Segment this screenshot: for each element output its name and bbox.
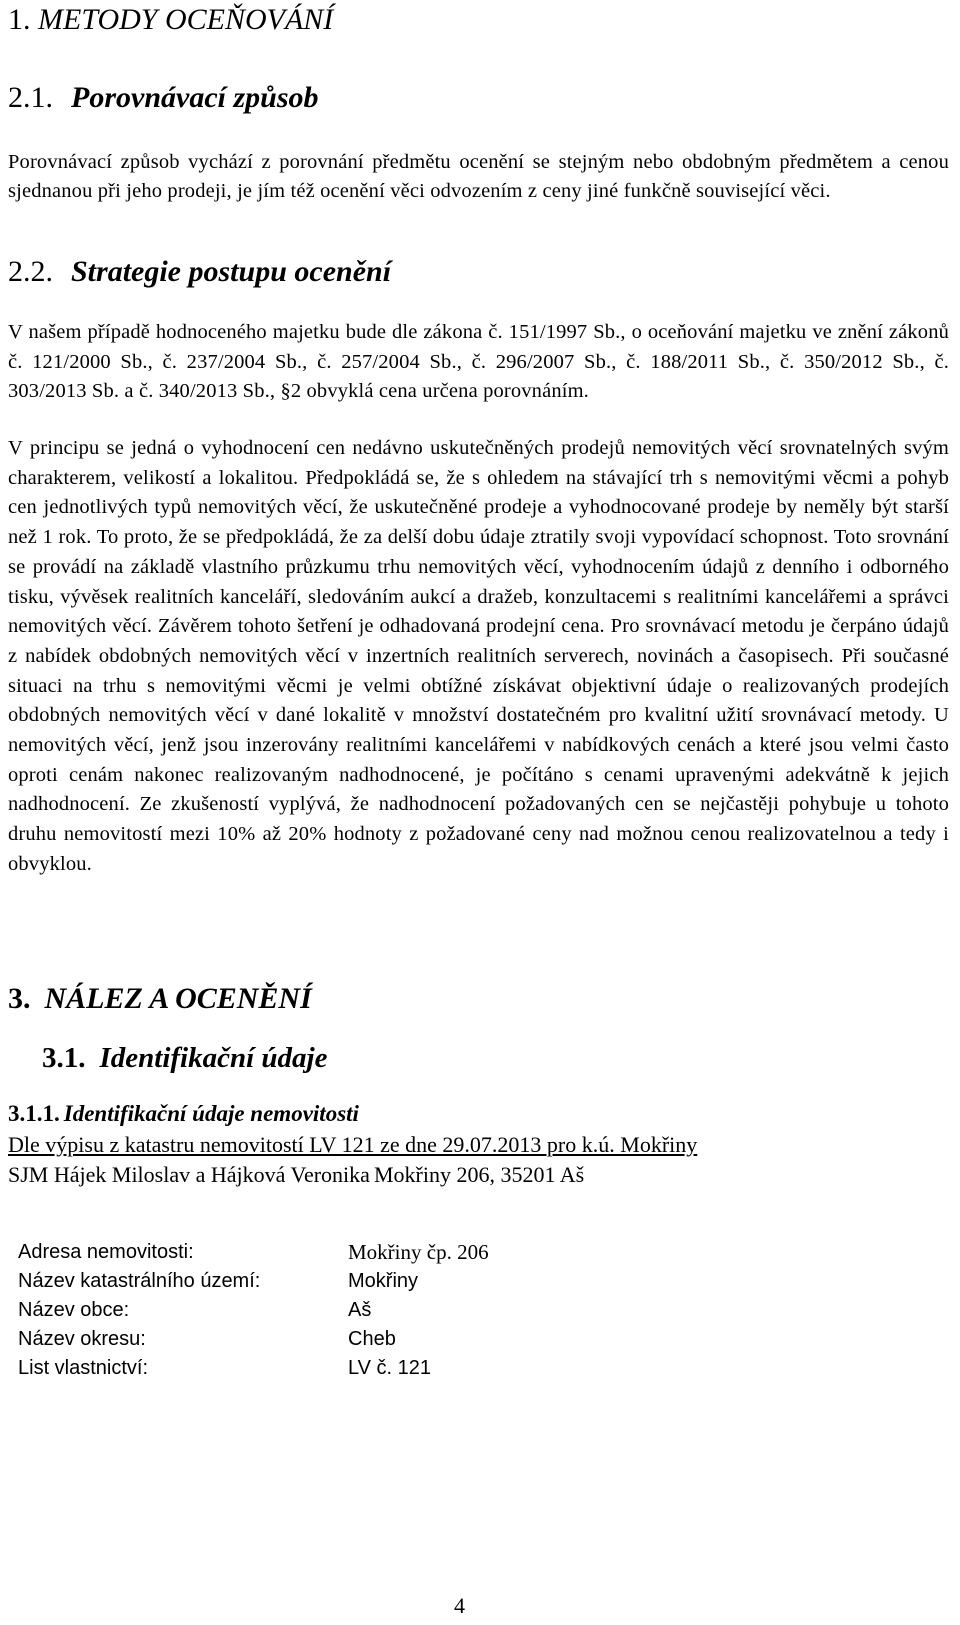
info-row-address [18, 1238, 618, 1267]
strategie-paragraph-principle: V principu se jedná o vyhodnocení cen nedávno uskutečněných prodejů nemovitých věcí srovnatelných svým charakterem, velikostí a lokalitou. Předpokládá se, že s ohledem na stávající trh s nemovitými věcmi a pohyb cen jednotlivých typů nemovitých věcí, že uskutečněné prodeje a vyhodnocované prodeje by neměly být starší než 1 rok. To proto, že se předpokládá, že za delší dobu údaje ztratily svoji vypovídací schopnost. Toto srovnání se provádí na základě vlastního průzkumu trhu nemovitých věcí, vyhodnocením údajů z denního i odborného tisku, vývěsek realitních kanceláří, sledováním aukcí a dražeb, konzultacemi s realitními kancelářemi a správci nemovitých věcí. Závěrem tohoto šetření je odhadovaná prodejní cena. Pro srovnávací metodu je čerpáno údajů z nabídek obdobných nemovitých věcí v inzertních realitních serverech, novinách a časopisech. Při současné situaci na trhu s nemovitými věcmi je velmi obtížné získávat objektivní údaje o realizovaných prodejích obdobných nemovitých věcí v dané lokalitě v množství dostatečném pro kvalitní užití srovnávací metody. U nemovitých věcí, jenž jsou inzerovány realitními kancelářemi v nabídkových cenách a které jsou velmi často oproti cenám nakonec realizovaným nadhodnocené, je počítáno s cenami upravenými adekvátně k jejich nadhodnocení. Ze zkušeností vyplývá, že nadhodnocení požadovaných cen se nejčastěji pohybuje u tohoto druhu nemovitostí mezi 10% až 20% hodnoty z požadované ceny nad možnou cenou realizovatelnou a tedy i obvyklou. [8, 437, 949, 875]
heading-identifikacni-udaje-nemovitosti [8, 1099, 359, 1129]
info-label: List vlastnictví: [18, 1357, 149, 1379]
section-number: 3.1. [42, 1042, 86, 1074]
katastr-extract-line: Dle výpisu z katastru nemovitostí LV 121 ze dne 29.07.2013 pro k.ú. Mokřiny [8, 1132, 698, 1157]
section-title: NÁLEZ A OCENĚNÍ [44, 982, 312, 1015]
info-row-cadastral-area [18, 1267, 618, 1296]
section-title: Identifikační údaje [99, 1042, 328, 1074]
section-title: Strategie postupu ocenění [71, 255, 392, 288]
section-number: 3. [8, 982, 31, 1015]
porovnavaci-zpusob-paragraph: Porovnávací způsob vychází z porovnání předmětu ocenění se stejným nebo obdobným předmětem a cenou sjednanou při jeho prodeji, je jím též ocenění věci odvozením z ceny jiné funkčně související věci. [8, 151, 949, 202]
heading-identifikacni-udaje [42, 1040, 327, 1076]
section-number: 2.2. [8, 255, 53, 288]
document-page [8, 0, 953, 1625]
heading-porovnavaci-zpusob [8, 80, 319, 116]
heading-nalez-a-oceneni [8, 981, 312, 1017]
info-label: Název obce: [18, 1299, 130, 1321]
info-row-ownership-list [18, 1354, 618, 1383]
owner-name: SJM Hájek Miloslav a Hájková Veronika [8, 1162, 370, 1187]
heading-title: METODY OCEŇOVÁNÍ [38, 3, 334, 36]
info-value: Mokřiny [348, 1270, 419, 1292]
heading-metody-ocenovani [8, 2, 333, 38]
info-label: Název okresu: [18, 1328, 146, 1350]
info-label: Adresa nemovitosti: [18, 1241, 194, 1263]
owner-address: Mokřiny 206, 35201 Aš [373, 1162, 585, 1187]
info-row-municipality [18, 1296, 618, 1325]
section-number: 2.1. [8, 81, 53, 114]
section-number: 3.1.1. [8, 1101, 60, 1126]
heading-number: 1. [8, 3, 31, 36]
section-title: Identifikační údaje nemovitosti [63, 1101, 359, 1126]
heading-strategie-postupu [8, 254, 391, 290]
info-row-district [18, 1325, 618, 1354]
info-value: Cheb [348, 1328, 396, 1350]
owner-line [8, 1160, 584, 1190]
strategie-paragraph-law: V našem případě hodnoceného majetku bude dle zákona č. 151/1997 Sb., o oceňování majetku ve znění zákonů č. 121/2000 Sb., č. 237/2004 Sb., č. 257/2004 Sb., č. 296/2007 Sb., č. 188/2011 Sb., č. 350/2012 Sb., č. 303/2013 Sb. a č. 340/2013 Sb., §2 obvyklá cena určena porovnáním. [8, 321, 949, 402]
info-value: Aš [348, 1299, 372, 1321]
info-value: LV č. 121 [348, 1357, 432, 1379]
page-number: 4 [454, 1593, 465, 1618]
info-value: Mokřiny čp. 206 [348, 1240, 489, 1264]
info-label: Název katastrálního území: [18, 1270, 261, 1292]
section-title: Porovnávací způsob [71, 81, 319, 114]
property-info-table [18, 1238, 618, 1383]
